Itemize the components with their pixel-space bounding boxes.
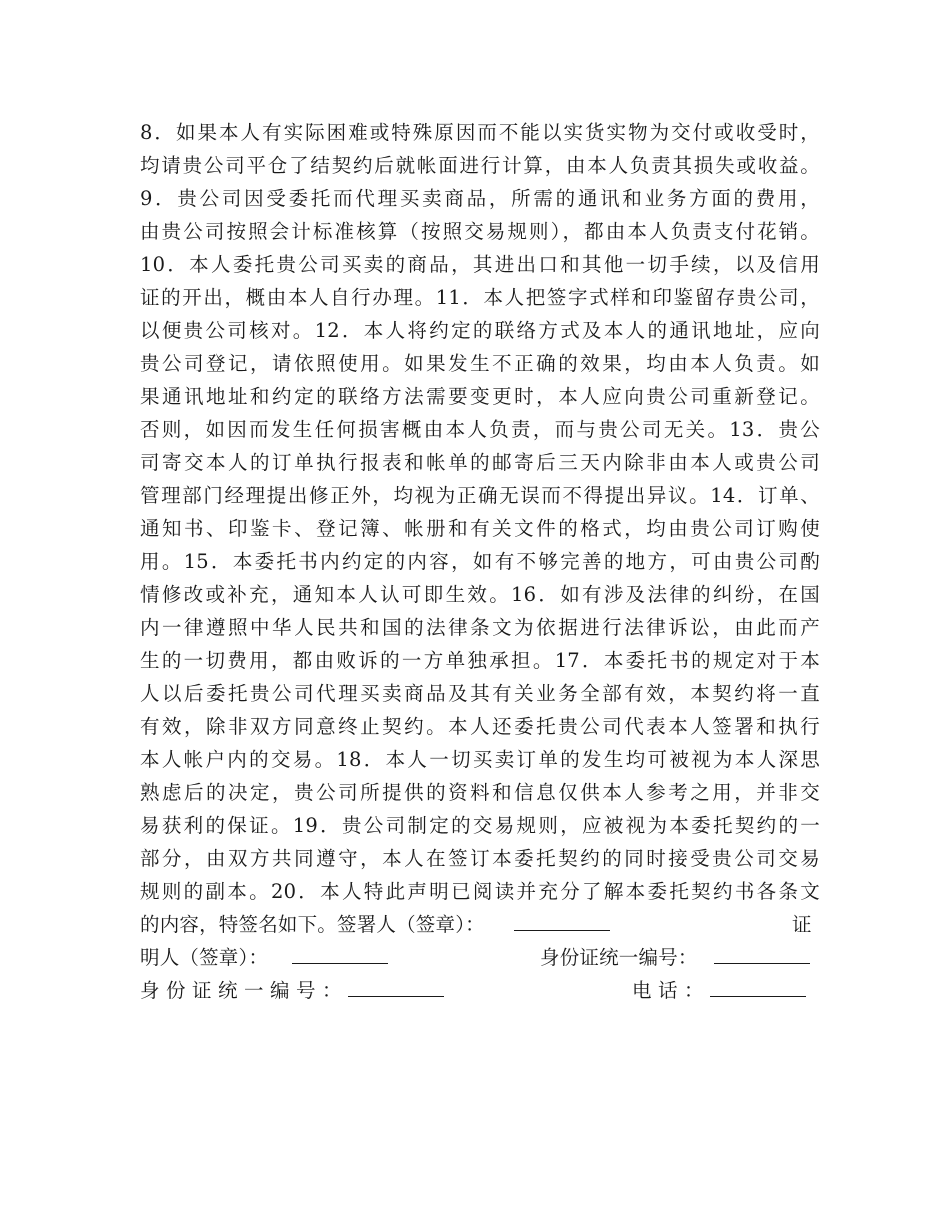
text-line: 管理部门经理提出修正外，均视为正确无误而不得提出异议。14．订单、: [140, 484, 820, 507]
document-body: [140, 116, 820, 1007]
text-line: 生的一切费用，都由败诉的一方单独承担。17．本委托书的规定对于本: [140, 649, 820, 672]
text-line: 熟虑后的决定，贵公司所提供的资料和信息仅供本人参考之用，并非交: [140, 781, 820, 804]
phone-label: 电话：: [632, 979, 711, 1002]
text-line: 规则的副本。20．本人特此声明已阅读并充分了解本委托契约书各条文: [140, 880, 820, 903]
text-line: 以便贵公司核对。12．本人将约定的联络方式及本人的通讯地址，应向: [140, 319, 820, 342]
signer-blank: [514, 909, 610, 931]
signer-label: 的内容，特签名如下。签署人（签章）：: [140, 913, 485, 936]
text-line: 本人帐户内的交易。18．本人一切买卖订单的发生均可被视为本人深思: [140, 748, 820, 771]
signature-line-1: [140, 908, 820, 941]
witness-label-end: 明人（签章）：: [140, 946, 269, 969]
text-line: 否则，如因而发生任何损害概由本人负责，而与贵公司无关。13．贵公: [140, 418, 820, 441]
text-line: 内一律遵照中华人民共和国的法律条文为依据进行法律诉讼，由此而产: [140, 616, 820, 639]
text-line: 证的开出，概由本人自行办理。11．本人把签字式样和印鉴留存贵公司，: [140, 286, 820, 309]
text-line: 通知书、印鉴卡、登记簿、帐册和有关文件的格式，均由贵公司订购使: [140, 517, 820, 540]
text-line: 有效，除非双方同意终止契约。本人还委托贵公司代表本人签署和执行: [140, 715, 820, 738]
witness-blank: [292, 942, 388, 964]
text-line: 用。15．本委托书内约定的内容，如有不够完善的地方，可由贵公司酌: [140, 550, 820, 573]
text-line: 情修改或补充，通知本人认可即生效。16．如有涉及法律的纠纷，在国: [140, 583, 820, 606]
text-line: 10．本人委托贵公司买卖的商品，其进出口和其他一切手续，以及信用: [140, 253, 820, 276]
signature-line-3: [140, 974, 820, 1007]
text-line: 均请贵公司平仓了结契约后就帐面进行计算，由本人负责其损失或收益。: [140, 154, 820, 177]
text-line: 9．贵公司因受委托而代理买卖商品，所需的通讯和业务方面的费用，: [140, 187, 820, 210]
phone-blank: [710, 975, 806, 997]
text-line: 由贵公司按照会计标准核算（按照交易规则），都由本人负责支付花销。: [140, 220, 820, 243]
text-line: 部分，由双方共同遵守，本人在签订本委托契约的同时接受贵公司交易: [140, 847, 820, 870]
text-line: 8．如果本人有实际困难或特殊原因而不能以实货实物为交付或收受时，: [140, 121, 820, 144]
witness-label-start: 证: [792, 913, 812, 936]
signer-id-blank: [348, 975, 444, 997]
text-line: 贵公司登记，请依照使用。如果发生不正确的效果，均由本人负责。如: [140, 352, 820, 375]
text-line: 人以后委托贵公司代理买卖商品及其有关业务全部有效，本契约将一直: [140, 682, 820, 705]
text-line: 易获利的保证。19．贵公司制定的交易规则，应被视为本委托契约的一: [140, 814, 820, 837]
signature-line-2: [140, 941, 820, 974]
contract-clauses: [140, 116, 820, 908]
text-line: 司寄交本人的订单执行报表和帐单的邮寄后三天内除非由本人或贵公司: [140, 451, 820, 474]
witness-id-blank: [714, 942, 810, 964]
text-line: 果通讯地址和约定的联络方法需要变更时，本人应向贵公司重新登记。: [140, 385, 820, 408]
signer-id-label: 身份证统一编号：: [140, 979, 349, 1002]
witness-id-label: 身份证统一编号：: [540, 946, 698, 969]
